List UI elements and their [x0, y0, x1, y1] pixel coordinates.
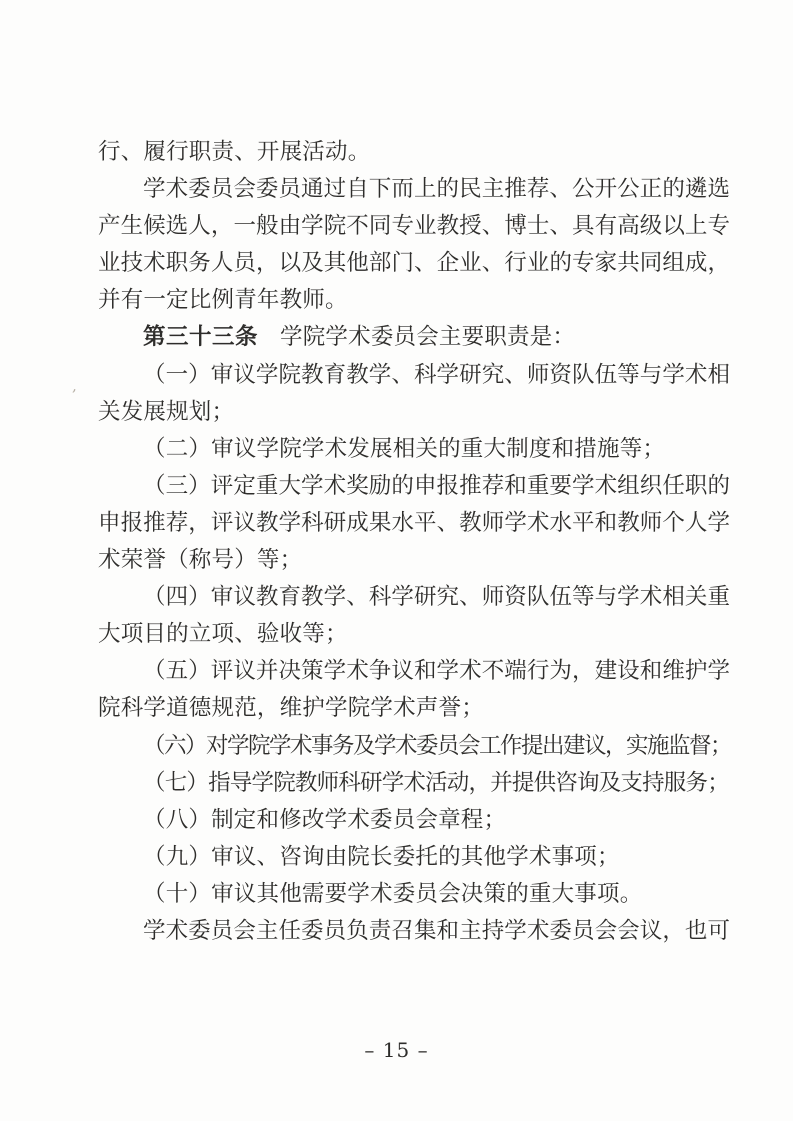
text-line: 产生候选人，一般由学院不同专业教授、博士、具有高级以上专 — [98, 213, 730, 240]
text-line: 并有一定比例青年教师。 — [98, 287, 348, 314]
text-line: 业技术职务人员，以及其他部门、企业、行业的专家共同组成， — [98, 250, 730, 277]
text-line: （八）制定和修改学术委员会章程； — [143, 806, 507, 833]
text-line: （一）审议学院教育教学、科学研究、师资队伍等与学术相 — [143, 361, 730, 388]
text-line: （六）对学院学术事务及学术委员会工作提出建议，实施监督； — [143, 732, 732, 759]
document-body — [98, 134, 730, 950]
text-line: （二）审议学院学术发展相关的重大制度和措施等； — [143, 435, 666, 462]
article-heading-text: 学院学术委员会主要职责是： — [280, 324, 576, 351]
text-line: （三）评定重大学术奖励的申报推荐和重要学术组织任职的 — [143, 472, 730, 499]
text-line: （七）指导学院教师科研学术活动，并提供咨询及支持服务； — [143, 769, 729, 796]
article-33-heading — [98, 319, 730, 356]
text-line: 学术委员会主任委员负责召集和主持学术委员会会议，也可 — [143, 917, 730, 944]
text-line: （九）审议、咨询由院长委托的其他学术事项； — [143, 843, 620, 870]
text-line: 院科学道德规范，维护学院学术声誉； — [98, 695, 484, 722]
text-line: 关发展规划； — [98, 398, 235, 425]
page-number: – 15 – — [364, 1038, 429, 1062]
text-line: 行、履行职责、开展活动。 — [98, 139, 371, 165]
text-line: 申报推荐，评议教学科研成果水平、教师学术水平和教师个人学 — [98, 509, 730, 536]
text-line: （五）评议并决策学术争议和学术不端行为，建设和维护学 — [143, 658, 730, 685]
scan-speck-artifact: ’ — [69, 385, 78, 405]
text-line: 大项目的立项、验收等； — [98, 621, 348, 648]
text-line: 术荣誉（称号）等； — [98, 547, 303, 574]
text-line: （四）审议教育教学、科学研究、师资队伍等与学术相关重 — [143, 584, 730, 611]
article-number-bold: 第三十三条 — [143, 324, 259, 351]
text-line: 学术委员会委员通过自下而上的民主推荐、公开公正的遴选 — [143, 176, 730, 203]
text-line: （十）审议其他需要学术委员会决策的重大事项。 — [143, 880, 643, 907]
